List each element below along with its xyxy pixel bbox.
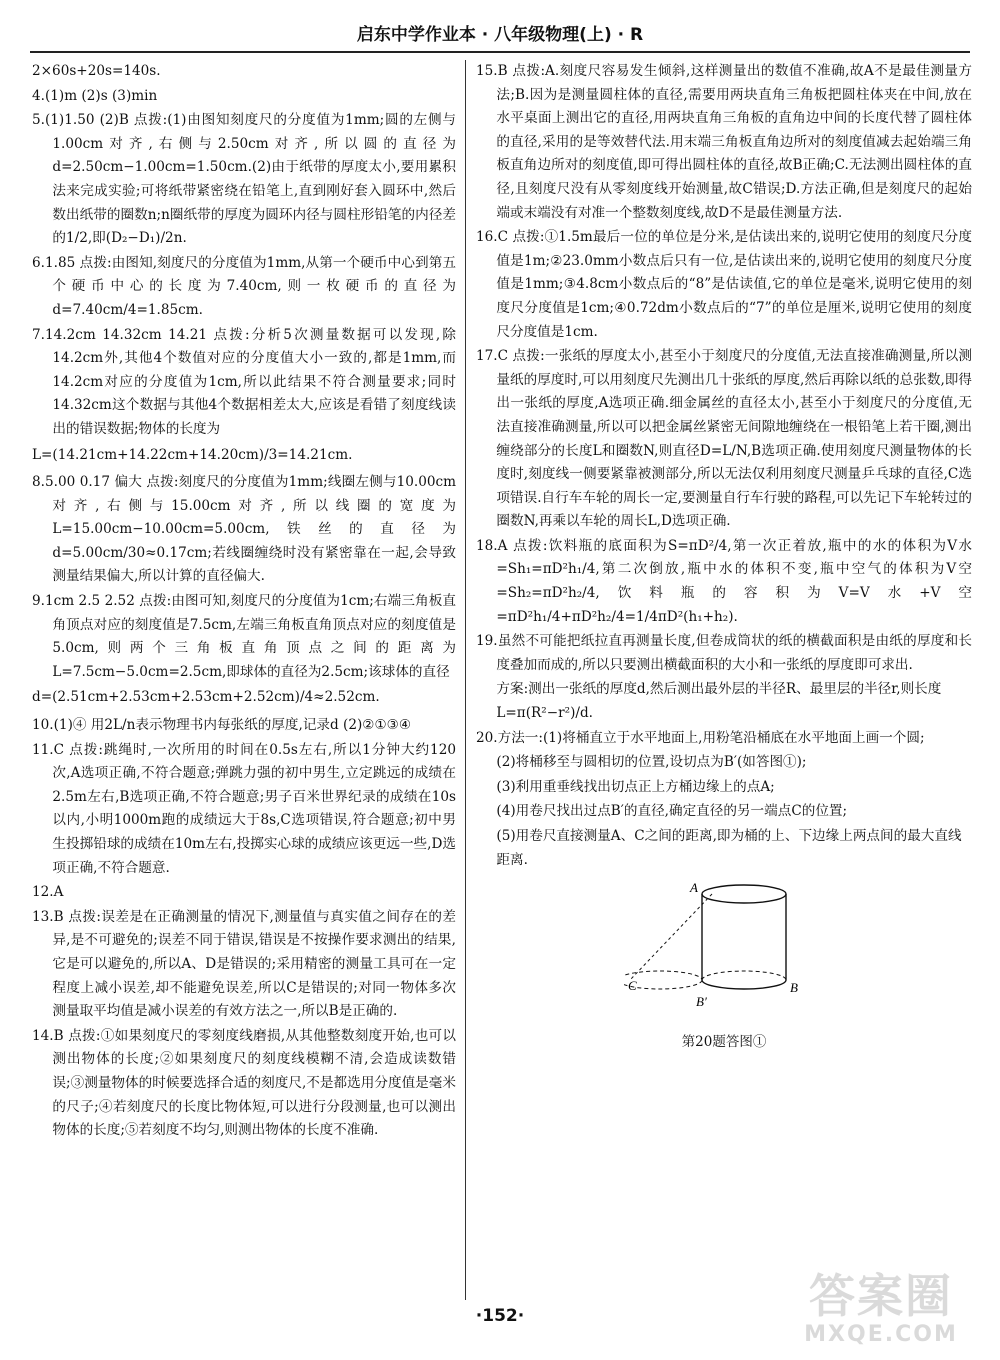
answer-4: 4.(1)m (2)s (3)min	[32, 87, 158, 104]
answer-16: 16.C 点拨:①1.5m最后一位的单位是分米,是估读出来的,说明它使用的刻度尺分度值是1m;②23.0mm小数点后只有一位,是估读出来的,说明它使用的刻度尺分度值是1mm;③4.8cm小数点后的“8”是估读值,它的单位是毫米,说明它使用的刻度尺分度值是1cm;④0.72dm小数点后的“7”的单位是厘米,说明它使用的刻度尺分度值是1cm.	[476, 229, 972, 340]
figure-caption: 第20题答图①	[681, 1033, 767, 1050]
answer-20-step-4: (4)用卷尺找出过点B′的直径,确定直径的另一端点C的位置;	[496, 803, 848, 820]
cylinder-bottom-front	[702, 980, 786, 989]
answer-8: 8.5.00 0.17 偏大 点拨:刻度尺的分度值为1mm;线圈左侧与10.00cm对齐,右侧与15.00cm对齐,所以线圈的宽度为L=15.00cm−10.00cm=5.00cm,铁丝的直径为d=5.00cm/30≈0.17cm;若线圈缠绕时没有紧密靠在一起,会导致测量结果偏大,所以计算的直径偏大.	[32, 474, 456, 585]
answer-15: 15.B 点拨:A.刻度尺容易发生倾斜,这样测量出的数值不准确,故A不是最佳测量方法;B.因为是测量圆柱体的直径,需要用两块直角三角板把圆柱体夹在中间,放在水平桌面上测出它的直径,用两块直角三角板的直角边中间的长度代替了圆柱体的直径,采用的是等效替代法.用末端三角板直角边所对的刻度值减去起始端三角板直角边所对的刻度值,即可得出圆柱体的直径,故B正确;C.无法测出圆柱体的直径,且刻度尺没有从零刻度线开始测量,故C错误;D.方法正确,但是刻度尺的起始端或末端没有对准一个整数刻度线,故D不是最佳测量方法.	[476, 63, 972, 221]
answer-5: 5.(1)1.50 (2)B 点拨:(1)由图知刻度尺的分度值为1mm;圆的左侧与1.00cm对齐,右侧与2.50cm对齐,所以圆的直径为d=2.50cm−1.00cm=1.50cm.(2)由于纸带的厚度太小,要用累积法来完成实验;可将纸带紧密绕在铅笔上,直到刚好套入圆环中,然后数出纸带的圈数n;n圈纸带的厚度为圆环内径与圆柱形铅笔的内径差的1/2,即(D₂−D₁)/2n.	[32, 112, 456, 247]
figure-20	[476, 880, 972, 1054]
cylinder-top	[702, 885, 786, 903]
answer-13: 13.B 点拨:误差是在正确测量的情况下,测量值与真实值之间存在的差异,是不可避免的;误差不同于错误,错误是不按操作要求测出的结果,它是可以避免的,所以A、D是错误的;采用精密的测量工具可在一定程度上减小误差,却不能避免误差,所以C是错误的;对同一物体多次测量取平均值是减小误差的有效方法之一,所以B是正确的.	[32, 908, 456, 1020]
answer-14: 14.B 点拨:①如果刻度尺的零刻度线磨损,从其他整数刻度开始,也可以测出物体的长度;②如果刻度尺的刻度线模糊不清,会造成读数错误;③测量物体的时候要选择合适的刻度尺,不是都选用分度值是毫米的尺子;④若刻度尺的长度比物体短,可以进行分段测量,也可以测出物体的长度;⑤若刻度不均匀,则测出物体的长度不准确.	[32, 1027, 456, 1139]
label-b: B	[790, 980, 798, 996]
watermark-url: MXQE.COM	[804, 1322, 958, 1347]
answer-7-formula: L=(14.21cm+14.22cm+14.20cm)/3=14.21cm.	[32, 446, 353, 463]
answer-11: 11.C 点拨:跳绳时,一次所用的时间在0.5s左右,所以1分钟大约120次,A选项正确,不符合题意;弹跳力强的初中男生,立定跳远的成绩在2.5m左右,B选项正确,不符合题意;男子百米世界纪录的成绩在10s以内,小明1000m跑的成绩远大于8s,C选项错误,符合题意;初中男生投掷铅球的成绩在10m左右,投掷实心球的成绩应该更远一些,D选项正确,不符合题意.	[32, 741, 456, 876]
answer-12: 12.A	[32, 884, 64, 901]
column-divider	[465, 60, 466, 1300]
answer-20-step-3: (3)利用重垂线找出切点正上方桶边缘上的点A;	[496, 778, 775, 795]
answer-6: 6.1.85 点拨:由图知,刻度尺的分度值为1mm,从第一个硬币中心到第五个硬币中心的长度为7.40cm,则一枚硬币的直径为d=7.40cm/4=1.85cm.	[32, 254, 456, 318]
answer-19: 19.虽然不可能把纸拉直再测量长度,但卷成筒状的纸的横截面积是由纸的厚度和长度叠加而成的,所以只要测出横截面积的大小和一张纸的厚度即可求出.	[476, 633, 972, 673]
right-column	[476, 60, 972, 1054]
answer-10: 10.(1)④ 用2L/n表示物理书内每张纸的厚度,记录d (2)②①③④	[32, 717, 412, 734]
dashed-line-ac	[630, 894, 712, 980]
label-a: A	[690, 880, 698, 896]
answer-9-formula: d=(2.51cm+2.53cm+2.53cm+2.52cm)/4≈2.52cm.	[32, 689, 380, 706]
answer-7: 7.14.2cm 14.32cm 14.21 点拨:分析5次测量数据可以发现,除14.2cm外,其他4个数值对应的分度值大小一致的,都是1mm,而14.2cm对应的分度值为1cm,所以此结果不符合测量要求;同时14.32cm这个数据与其他4个数据相差太大,应该是看错了刻度线读出的错误数据;物体的长度为	[32, 326, 456, 437]
cylinder-bottom-back	[702, 971, 786, 980]
watermark	[776, 1270, 986, 1350]
answer-19-plan: 方案:测出一张纸的厚度d,然后测出最外层的半径R、最里层的半径r,则长度L=π(R²−r²)/d.	[496, 681, 942, 722]
answer-line: 2×60s+20s=140s.	[32, 63, 161, 79]
left-column	[32, 60, 456, 1144]
page-header: 启东中学作业本 · 八年级物理(上) · R	[356, 25, 644, 45]
header-rule	[30, 51, 970, 53]
answer-9: 9.1cm 2.5 2.52 点拨:由图可知,刻度尺的分度值为1cm;右端三角板直角顶点对应的刻度值是7.5cm,左端三角板直角顶点对应的刻度值是5.0cm,则两个三角板直角顶点之间的距离为L=7.5cm−5.0cm=2.5cm,即球体的直径为2.5cm;该球体的直径	[32, 593, 456, 680]
answer-17: 17.C 点拨:一张纸的厚度太小,甚至小于刻度尺的分度值,无法直接准确测量,所以测量纸的厚度时,可以用刻度尺先测出几十张纸的厚度,然后再除以纸的总张数,即得出一张纸的厚度,A选项正确.细金属丝的直径太小,甚至小于刻度尺的分度值,无法直接准确测量,所以可以把金属丝紧密无间隙地缠绕在一根铅笔上若干圈,测出缠绕部分的长度L和圈数N,则直径D=L/N,B选项正确.使用刻度尺测量物体的长度时,刻度线一侧要紧靠被测部分,所以无法仅利用刻度尺测量乒乓球的直径,C选项错误.自行车车轮的周长一定,要测量自行车行驶的路程,可以先记下车轮转过的圈数N,再乘以车轮的周长L,D选项正确.	[476, 348, 972, 530]
cylinder-diagram	[624, 880, 824, 1020]
label-b-prime: B′	[696, 994, 707, 1010]
label-c: C	[628, 978, 637, 994]
answer-20: 20.方法一:(1)将桶直立于水平地面上,用粉笔沿桶底在水平地面上画一个圆;	[476, 729, 925, 746]
page-number: ·152·	[475, 1306, 525, 1326]
answer-18: 18.A 点拨:饮料瓶的底面积为S=πD²/4,第一次正着放,瓶中的水的体积为V水=Sh₁=πD²h₁/4,第二次倒放,瓶中水的体积不变,瓶中空气的体积为V空=Sh₂=πD²h₂/4,饮料瓶的容积为V=V水+V空=πD²h₁/4+πD²h₂/4=1/4πD²(h₁+h₂).	[476, 537, 972, 625]
answer-20-step-5: (5)用卷尺直接测量A、C之间的距离,即为桶的上、下边缘上两点间的最大直线距离.	[496, 828, 962, 868]
answer-20-step-2: (2)将桶移至与圆相切的位置,设切点为B′(如答图①);	[496, 754, 807, 771]
watermark-logo: 答案圈	[809, 1269, 953, 1323]
